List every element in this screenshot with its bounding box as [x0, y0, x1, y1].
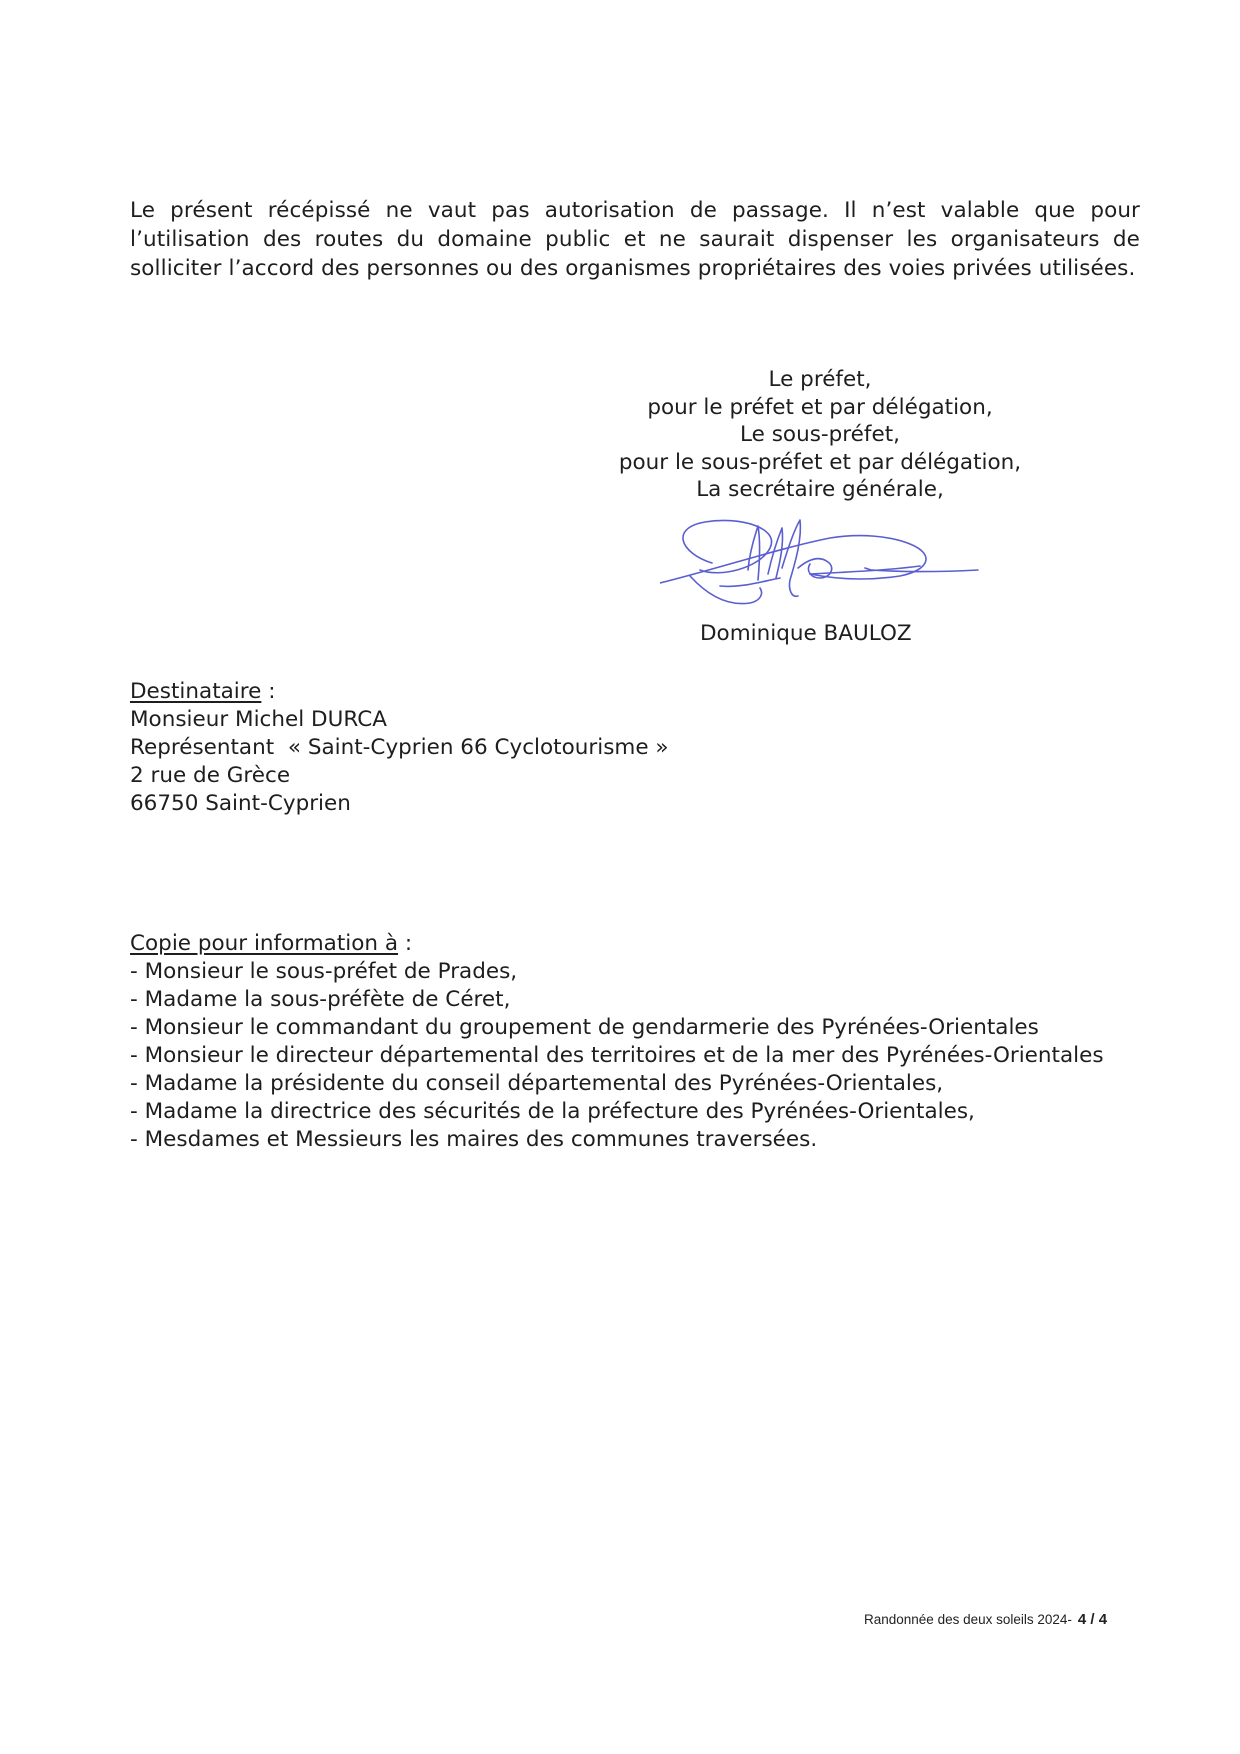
- copy-list-item: - Madame la directrice des sécurités de la préfecture des Pyrénées-Orientales,: [130, 1099, 975, 1124]
- authority-line: La secrétaire générale,: [696, 477, 944, 502]
- copy-list-item: - Monsieur le commandant du groupement de gendarmerie des Pyrénées-Orientales: [130, 1015, 1039, 1040]
- copy-list-item: - Monsieur le directeur départemental des territoires et de la mer des Pyrénées-Orientales: [130, 1043, 1104, 1068]
- handwritten-signature: [660, 508, 980, 618]
- copy-list: [130, 930, 1104, 1154]
- recipient-heading-label: Destinataire: [130, 679, 262, 704]
- copy-list-item: - Mesdames et Messieurs les maires des communes traversées.: [130, 1127, 818, 1152]
- recipient-line: 66750 Saint-Cyprien: [130, 791, 351, 816]
- recipient-line: Monsieur Michel DURCA: [130, 707, 387, 732]
- copy-list-item: - Monsieur le sous-préfet de Prades,: [130, 959, 518, 984]
- copy-list-item: - Madame la présidente du conseil départemental des Pyrénées-Orientales,: [130, 1071, 944, 1096]
- recipient-line: 2 rue de Grèce: [130, 763, 291, 788]
- authority-line: pour le préfet et par délégation,: [647, 394, 993, 420]
- copy-list-item: - Madame la sous-préfète de Céret,: [130, 987, 511, 1012]
- recipient-heading: [130, 678, 669, 706]
- signer-name: Dominique BAULOZ: [700, 621, 912, 646]
- page-footer: [864, 1611, 1107, 1628]
- signature-authority-block: [560, 366, 1080, 504]
- copy-list-heading: [130, 930, 1104, 958]
- copy-list-heading-label: Copie pour information à: [130, 931, 399, 956]
- authority-line: pour le sous-préfet et par délégation,: [618, 449, 1022, 475]
- recipient-block: [130, 678, 669, 818]
- recipient-line: Représentant « Saint-Cyprien 66 Cyclotourisme »: [130, 735, 669, 760]
- body-paragraph: Le présent récépissé ne vaut pas autorisation de passage. Il n’est valable que pour l’utilisation des routes du domaine public et ne saurait dispenser les organisateurs de solliciter l’accord des personnes ou des organismes propriétaires des voies privées utilisées.: [130, 198, 1140, 281]
- recipient-heading-colon: :: [261, 679, 276, 704]
- footer-title: Randonnée des deux soleils 2024-: [864, 1612, 1072, 1627]
- authority-line: Le préfet,: [768, 367, 872, 392]
- copy-list-heading-colon: :: [398, 931, 413, 956]
- authority-line: Le sous-préfet,: [740, 422, 900, 447]
- page-number: 4 / 4: [1077, 1611, 1108, 1628]
